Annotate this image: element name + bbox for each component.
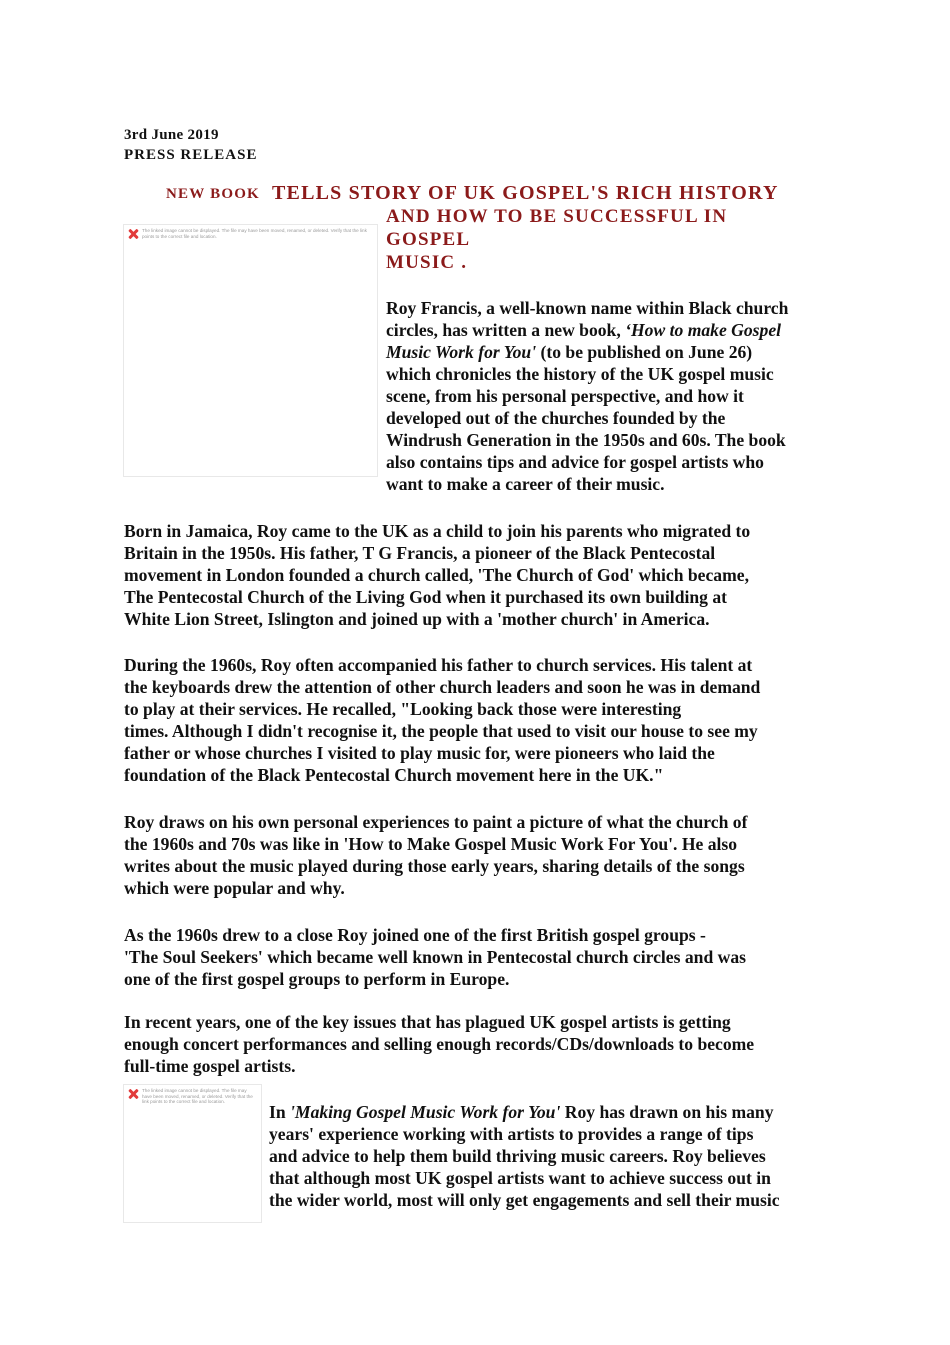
paragraph-experiences: Roy draws on his own personal experiences to paint a picture of what the church of the 1960s and 70s was like in 'How to Make Gospel Music Work For You'. He also writes about the music played during those early years, sharing details of the songs which were popular and why. <box>124 812 748 898</box>
press-release-label: PRESS RELEASE <box>124 147 258 163</box>
broken-image-message: The linked image cannot be displayed. The file may have been moved, renamed, or deleted. Verify that the link points to the correct file and location. <box>142 1088 253 1105</box>
headline-line-2: AND HOW TO BE SUCCESSFUL IN <box>386 206 728 227</box>
intro-paragraph: Roy Francis, a well-known name within Black church circles, has written a new book, ‘How to make Gospel Music Work for You' (to be published on June 26) which chronicles the history of the UK gospel music scene, from his personal perspective, and how it developed out of the churches founded by the Windrush Generation in the 1950s and 60s. The book also contains tips and advice for gospel artists who want to make a career of their music. <box>386 298 789 494</box>
paragraph-early-life: Born in Jamaica, Roy came to the UK as a child to join his parents who migrated to Britain in the 1950s. His father, T G Francis, a pioneer of the Black Pentecostal movement in London founded a church called, 'The Church of God' which became, The Pentecostal Church of the Living God when it purchased its own building at White Lion Street, Islington and joined up with a 'mother church' in America. <box>124 521 751 629</box>
broken-image-placeholder-2 <box>123 1084 262 1223</box>
broken-image-placeholder-1 <box>123 224 378 477</box>
release-date: 3rd June 2019 <box>124 127 219 143</box>
broken-image-icon <box>127 1088 139 1100</box>
book-title-ref: 'Making Gospel Music Work for You' <box>290 1102 561 1122</box>
headline-line-4: MUSIC . <box>386 252 468 273</box>
paragraph-1960s: During the 1960s, Roy often accompanied his father to church services. His talent at the keyboards drew the attention of other church leaders and soon he was in demand to play at their services. He recalled, "Looking back those were interesting times. Although I didn't recognise it, the people that used to visit our house to see my father or whose churches I visited to play music for, were pioneers who laid the foundation of the Black Pentecostal Church movement here in the UK." <box>124 655 761 785</box>
book-title-cont: Music Work for You' <box>386 342 537 362</box>
paragraph-making-gospel: In 'Making Gospel Music Work for You' Roy has drawn on his many years' experience working with artists to provides a range of tips and advice to help them build thriving music careers. Roy believes that although most UK gospel artists want to achieve success out in the wider world, most will only get engagements and sell their music <box>269 1102 780 1210</box>
paragraph-soul-seekers: As the 1960s drew to a close Roy joined one of the first British gospel groups - 'The Soul Seekers' which became well known in Pentecostal church circles and was one of the first gospel groups to perform in Europe. <box>124 925 746 989</box>
headline-line-1: TELLS STORY OF UK GOSPEL'S RICH HISTORY <box>272 182 779 204</box>
broken-image-icon <box>127 228 139 240</box>
broken-image-message: The linked image cannot be displayed. The file may have been moved, renamed, or deleted. Verify that the link points to the correct file and location. <box>142 228 367 239</box>
headline-line-3: GOSPEL <box>386 229 471 250</box>
headline-prefix: NEW BOOK <box>166 186 260 202</box>
paragraph-recent-years: In recent years, one of the key issues that has plagued UK gospel artists is getting enough concert performances and selling enough records/CDs/downloads to become full-time gospel artists. <box>124 1012 755 1076</box>
book-title: ‘How to make Gospel <box>625 320 782 340</box>
